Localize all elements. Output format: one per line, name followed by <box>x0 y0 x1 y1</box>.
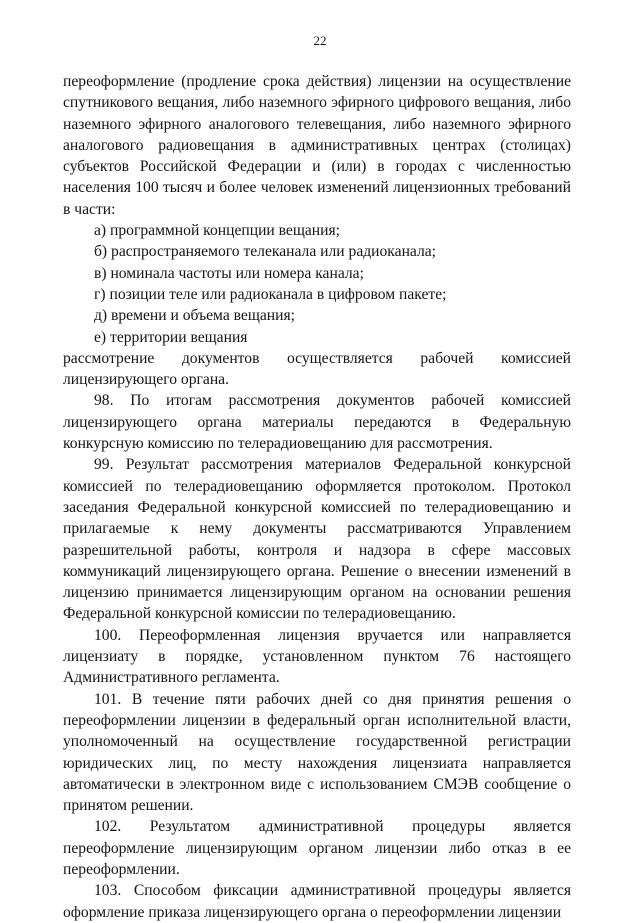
list-item: в) номинала частоты или номера канала; <box>94 264 364 282</box>
document-body <box>63 71 571 923</box>
paragraph-102: 102. Результатом административной процедуры является переоформление лицензирующим органом лицензии либо отказ в ее переоформлении. <box>63 818 571 878</box>
page-number: 22 <box>313 33 327 48</box>
list-item: д) времени и объема вещания; <box>94 307 295 325</box>
after-list-line: рассмотрение документов осуществляется рабочей комиссией <box>63 349 571 367</box>
paragraph-98: 98. По итогам рассмотрения документов рабочей комиссией лицензирующего органа материалы передаются в Федеральную конкурсную комиссию по телерадиовещанию для рассмотрения. <box>63 392 571 453</box>
paragraph-103: 103. Способом фиксации административной процедуры является оформление приказа лицензирующего органа о переоформлении лицензии <box>63 882 571 921</box>
after-list-line: лицензирующего органа. <box>63 371 229 389</box>
list-item: б) распространяемого телеканала или радиоканала; <box>94 243 437 261</box>
paragraph-101: 101. В течение пяти рабочих дней со дня принятия решения о переоформлении лицензии в федеральный орган исполнительной власти, уполномоченный на осуществление государственной регистрации юридических лиц, по месту нахождения лицензиата направляется автоматически в электронном виде с использованием СМЭВ сообщение о принятом решении. <box>63 690 571 815</box>
opening-paragraph: переоформление (продление срока действия) лицензии на осуществление спутникового вещания, либо наземного эфирного цифрового вещания, либо наземного эфирного аналогового телевещания, либо наземного эфирного аналогового радиовещания в административных центрах (столицах) субъектов Российской Федерации и (или) в городах с численностью населения 100 тысяч и более человек изменений лицензионных требований в части: <box>63 73 571 218</box>
list-item: е) территории вещания <box>94 328 248 346</box>
list-item: г) позиции теле или радиоканала в цифровом пакете; <box>94 285 447 303</box>
list-item: а) программной концепции вещания; <box>94 222 340 240</box>
paragraph-100: 100. Переоформленная лицензия вручается или направляется лицензиату в порядке, установленном пунктом 76 настоящего Административного регламента. <box>63 626 571 687</box>
paragraph-99: 99. Результат рассмотрения материалов Федеральной конкурсной комиссией по телерадиовещанию оформляется протоколом. Протокол заседания Федеральной конкурсной комиссией по телерадиовещанию и прилагаемые к нему документы рассматриваются Управлением разрешительной работы, контроля и надзора в сфере массовых коммуникаций лицензирующего органа. Решение о внесении изменений в лицензию принимается лицензирующим органом на основании решения Федеральной конкурсной комиссии по телерадиовещанию. <box>63 456 571 623</box>
requirements-list <box>63 220 571 348</box>
